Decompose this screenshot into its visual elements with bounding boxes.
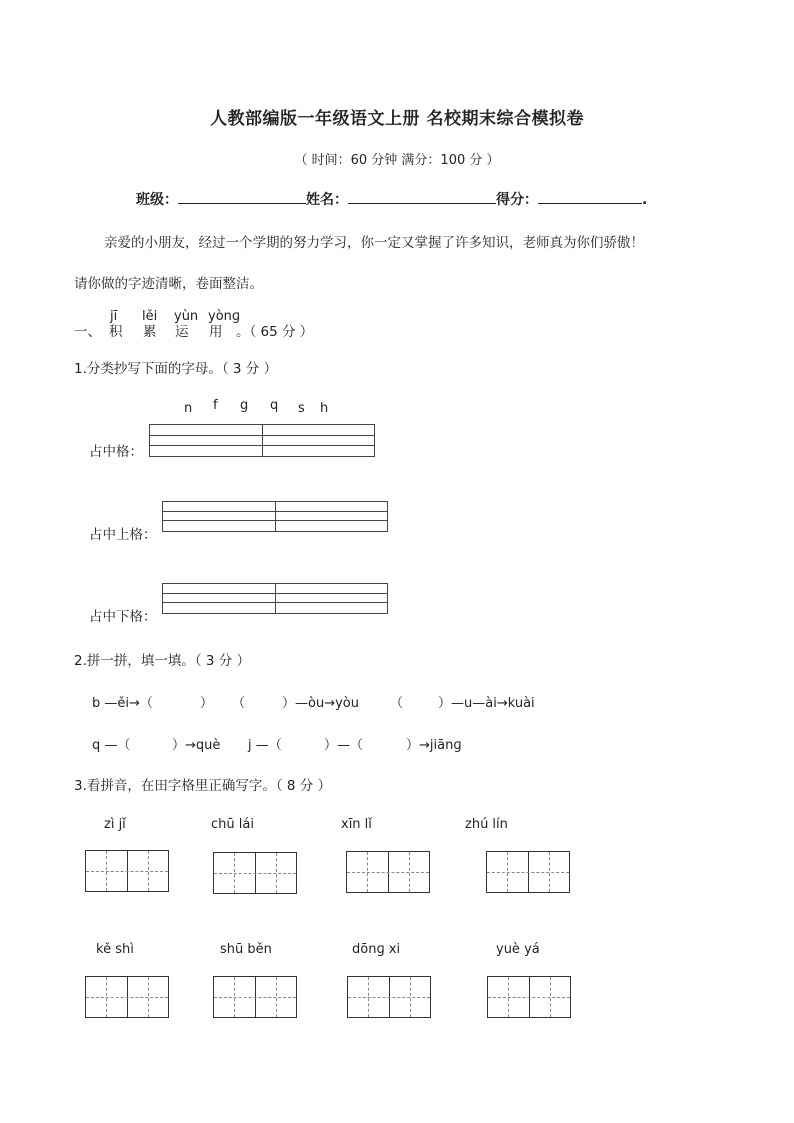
pinyin-yueya: yuè yá [496,942,540,957]
letter-s: s [298,401,305,416]
section1-char-2: 累 [143,324,157,340]
q2-item-5-middle: ）—（ [324,738,364,753]
q2-item-4-start: q —（ [92,738,131,753]
intro-line-1: 亲爱的小朋友，经过一个学期的努力学习，你一定又掌握了许多知识，老师真为你们骄傲！ [104,235,644,251]
score-blank[interactable] [538,188,642,204]
intro-line-2: 请你做的字迹清晰，卷面整洁。 [74,276,263,292]
letter-f: f [213,398,218,413]
writing-grid-lower-middle[interactable] [162,583,388,614]
page-title: 人教部编版一年级语文上册 名校期末综合模拟卷 [210,109,584,129]
pinyin-dongxi: dōnɡ xi [352,942,401,957]
tianzige-zhulin[interactable] [486,851,570,893]
pinyin-xinli: xīn lǐ [341,817,372,832]
pinyin-ziji: zì jǐ [104,817,126,832]
q2-item-4-end: ）→què [172,738,221,753]
pinyin-shuben: shū běn [220,942,272,957]
row-label-upper-middle: 占中上格： [89,527,157,543]
q2-item-2-end: ）—òu→yòu [282,696,359,711]
tianzige-chulai[interactable] [213,852,297,894]
q2-item-5-end: ）→jiānɡ [406,738,462,753]
tianzige-keshi[interactable] [85,976,169,1018]
tianzige-yueya[interactable] [487,976,571,1018]
letter-h: h [320,401,329,416]
section1-char-4: 用 [209,324,223,340]
pinyin-ji: jī [110,309,118,324]
q3-title: 3.看拼音，在田字格里正确写字。（ 8 分 ） [74,778,332,794]
pinyin-yun: yùn [174,309,199,324]
row-label-middle: 占中格： [89,444,143,460]
section1-score: 。（ 65 分 ） [236,324,314,340]
section1-char-3: 运 [175,324,189,340]
letter-n: n [184,401,193,416]
section1-prefix: 一、 [74,324,101,340]
class-label: 班级： [136,192,178,208]
q2-item-5-start: j —（ [248,738,282,753]
letter-g: g [240,398,249,413]
row-label-lower-middle: 占中下格： [89,609,157,625]
letter-q: q [270,398,279,413]
name-label: 姓名： [306,192,348,208]
student-info-line [136,188,647,209]
tianzige-xinli[interactable] [346,851,430,893]
pinyin-yong: yònɡ [208,309,241,324]
q2-item-2-start: （ [232,696,246,711]
q2-item-3-start: （ [390,696,404,711]
q1-title: 1.分类抄写下面的字母。（ 3 分 ） [74,361,278,377]
tianzige-dongxi[interactable] [347,976,431,1018]
q2-item-3-end: ）—u—ài→kuài [438,696,535,711]
writing-grid-upper-middle[interactable] [162,501,388,532]
tianzige-shuben[interactable] [213,976,297,1018]
end-dot: . [642,192,648,208]
q2-item-1-start: b —ěi→（ [92,696,153,711]
tianzige-ziji[interactable] [85,850,169,892]
writing-grid-middle[interactable] [149,424,375,457]
exam-info: （ 时间：60 分钟 满分：100 分 ） [294,153,500,168]
section1-char-1: 积 [109,324,123,340]
q2-title: 2.拼一拼，填一填。（ 3 分 ） [74,653,251,669]
pinyin-keshi: kě shì [96,942,134,957]
pinyin-lei: lěi [142,309,158,324]
score-label: 得分： [496,192,538,208]
pinyin-zhulin: zhú lín [465,817,508,832]
pinyin-chulai: chū lái [211,817,254,832]
name-blank[interactable] [348,188,496,204]
class-blank[interactable] [178,188,306,204]
q2-item-1-end: ） [200,696,214,711]
